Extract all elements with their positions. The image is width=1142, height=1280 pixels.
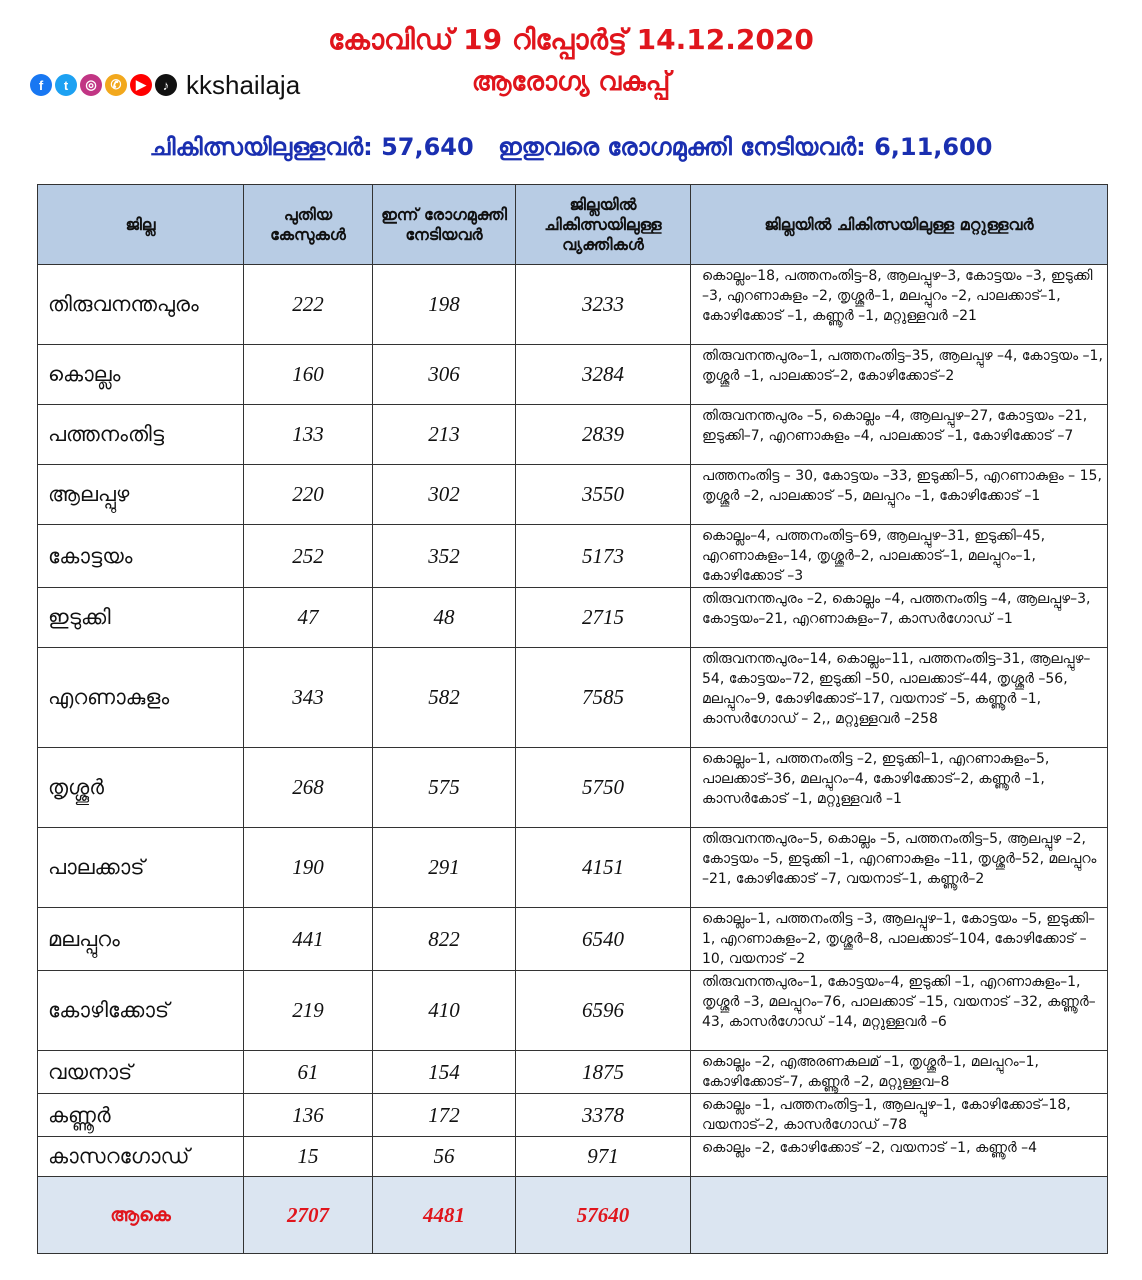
district-name: ആലപ്പുഴ — [38, 465, 244, 525]
district-name: കാസറഗോഡ് — [38, 1137, 244, 1177]
recovered-value: 582 — [373, 648, 516, 748]
table-row — [38, 525, 1108, 588]
district-report-table — [37, 184, 1108, 1254]
table-row — [38, 748, 1108, 828]
others-detail: കൊല്ലം–1, പത്തനംതിട്ട –2, ഇടുക്കി–1, എറണാകുളം–5, പാലക്കാട്–36, മലപ്പുറം–4, കോഴിക്കോട്–2, കണ്ണൂർ –1, കാസർകോട് –1, മറ്റുള്ളവർ –1 — [691, 748, 1108, 828]
others-detail: കൊല്ലം –1, പത്തനംതിട്ട–1, ആലപ്പുഴ–1, കോഴിക്കോട്–18, വയനാട്–2, കാസർഗോഡ് –78 — [691, 1094, 1108, 1137]
new-cases-value: 220 — [244, 465, 373, 525]
recovered-value: 575 — [373, 748, 516, 828]
others-detail: കൊല്ലം–1, പത്തനംതിട്ട –3, ആലപ്പുഴ–1, കോട്ടയം –5, ഇടുക്കി–1, എറണാകുളം–2, തൃശ്ശൂർ–8, പാലക്കാട്–104, കോഴിക്കോട് –10, വയനാട് –2 — [691, 908, 1108, 971]
others-detail: കൊല്ലം–18, പത്തനംതിട്ട–8, ആലപ്പുഴ–3, കോട്ടയം –3, ഇടുക്കി –3, എറണാകുളം –2, തൃശ്ശൂർ–1, മലപ്പുറം –2, പാലക്കാട്–1, കോഴിക്കോട് –1, കണ്ണൂർ –1, മറ്റുള്ളവർ –21 — [691, 265, 1108, 345]
district-name: തൃശ്ശൂർ — [38, 748, 244, 828]
recovered-value: 154 — [373, 1051, 516, 1094]
others-detail: കൊല്ലം–4, പത്തനംതിട്ട–69, ആലപ്പുഴ–31, ഇടുക്കി–45, എറണാകുളം–14, തൃശ്ശൂർ–2, പാലക്കാട്–1, മലപ്പുറം–1, കോഴിക്കോട് –3 — [691, 525, 1108, 588]
new-cases-value: 160 — [244, 345, 373, 405]
new-cases-value: 252 — [244, 525, 373, 588]
under-treatment-value: 2839 — [516, 405, 691, 465]
total-row — [38, 1177, 1108, 1254]
under-treatment-value: 971 — [516, 1137, 691, 1177]
district-name: ഇടുക്കി — [38, 588, 244, 648]
others-detail: കൊല്ലം –2, എഅരണകലമ് –1, തൃശ്ശൂർ–1, മലപ്പുറം–1, കോഴിക്കോട്–7, കണ്ണൂർ –2, മറ്റുള്ളവ–8 — [691, 1051, 1108, 1094]
header-under-treatment: ജില്ലയിൽ ചികിത്സയിലുള്ള വ്യക്തികൾ — [516, 185, 691, 265]
under-treatment-value: 6596 — [516, 971, 691, 1051]
others-detail: പത്തനംതിട്ട – 30, കോട്ടയം –33, ഇടുക്കി–5, എറണാകുളം – 15, തൃശ്ശൂർ –2, പാലക്കാട് –5, മലപ്പുറം –1, കോഴിക്കോട് –1 — [691, 465, 1108, 525]
new-cases-value: 15 — [244, 1137, 373, 1177]
new-cases-value: 190 — [244, 828, 373, 908]
under-treatment-value: 5173 — [516, 525, 691, 588]
table-row — [38, 345, 1108, 405]
new-cases-value: 47 — [244, 588, 373, 648]
recovered-value: 302 — [373, 465, 516, 525]
table-row — [38, 1094, 1108, 1137]
district-name: കണ്ണൂർ — [38, 1094, 244, 1137]
under-treatment-total: ചികിത്സയിലുള്ളവർ: 57,640 — [149, 133, 474, 161]
under-treatment-value: 3550 — [516, 465, 691, 525]
under-treatment-value: 2715 — [516, 588, 691, 648]
facebook-icon: f — [30, 74, 52, 96]
new-cases-value: 268 — [244, 748, 373, 828]
recovered-total: ഇതുവരെ രോഗമുക്തി നേടിയവർ: 6,11,600 — [498, 133, 993, 161]
table-row — [38, 648, 1108, 748]
others-detail: തിരുവനന്തപുരം–5, കൊല്ലം –5, പത്തനംതിട്ട–5, ആലപ്പുഴ –2, കോട്ടയം –5, ഇടുക്കി –1, എറണാകുളം –11, തൃശ്ശൂർ–52, മലപ്പുറം –21, കോഴിക്കോട് –7, വയനാട്–1, കണ്ണൂർ–2 — [691, 828, 1108, 908]
others-detail: തിരുവനന്തപുരം–1, പത്തനംതിട്ട–35, ആലപ്പുഴ –4, കോട്ടയം –1, തൃശ്ശൂർ –1, പാലക്കാട്–2, കോഴിക്കോട്–2 — [691, 345, 1108, 405]
total-recovered: 4481 — [373, 1177, 516, 1254]
table-row — [38, 465, 1108, 525]
youtube-icon: ▶ — [130, 74, 152, 96]
under-treatment-value: 3378 — [516, 1094, 691, 1137]
district-name: കോട്ടയം — [38, 525, 244, 588]
recovered-value: 198 — [373, 265, 516, 345]
tiktok-icon: ♪ — [155, 74, 177, 96]
new-cases-value: 441 — [244, 908, 373, 971]
social-links — [30, 68, 300, 102]
district-name: കോഴിക്കോട് — [38, 971, 244, 1051]
social-handle: kkshailaja — [186, 69, 301, 100]
total-label: ആകെ — [38, 1177, 244, 1254]
total-others — [691, 1177, 1108, 1254]
instagram-icon: ◎ — [80, 74, 102, 96]
under-treatment-value: 1875 — [516, 1051, 691, 1094]
district-name: എറണാകുളം — [38, 648, 244, 748]
under-treatment-value: 3233 — [516, 265, 691, 345]
table-row — [38, 588, 1108, 648]
table-row — [38, 1137, 1108, 1177]
under-treatment-value: 7585 — [516, 648, 691, 748]
report-title: കോവിഡ് 19 റിപ്പോർട്ട് 14.12.2020 — [328, 23, 814, 56]
recovered-value: 822 — [373, 908, 516, 971]
summary-line — [0, 128, 1142, 166]
under-treatment-value: 6540 — [516, 908, 691, 971]
table-row — [38, 1051, 1108, 1094]
table-row — [38, 265, 1108, 345]
new-cases-value: 133 — [244, 405, 373, 465]
new-cases-value: 219 — [244, 971, 373, 1051]
district-name: പത്തനംതിട്ട — [38, 405, 244, 465]
recovered-value: 172 — [373, 1094, 516, 1137]
table-row — [38, 908, 1108, 971]
district-name: പാലക്കാട് — [38, 828, 244, 908]
twitter-icon: t — [55, 74, 77, 96]
new-cases-value: 61 — [244, 1051, 373, 1094]
recovered-value: 56 — [373, 1137, 516, 1177]
others-detail: തിരുവനന്തപുരം–1, കോട്ടയം–4, ഇടുക്കി –1, എറണാകുളം–1, തൃശ്ശൂർ –3, മലപ്പുറം–76, പാലക്കാട് –15, വയനാട് –32, കണ്ണൂർ–43, കാസർഗോഡ് –14, മറ്റുള്ളവർ –6 — [691, 971, 1108, 1051]
header-others: ജില്ലയിൽ ചികിത്സയിലുള്ള മറ്റുള്ളവർ — [691, 185, 1108, 265]
others-detail: കൊല്ലം –2, കോഴിക്കോട് –2, വയനാട് –1, കണ്ണൂർ –4 — [691, 1137, 1108, 1177]
recovered-value: 291 — [373, 828, 516, 908]
new-cases-value: 343 — [244, 648, 373, 748]
header-new-cases: പുതിയ കേസുകൾ — [244, 185, 373, 265]
recovered-value: 48 — [373, 588, 516, 648]
table-row — [38, 405, 1108, 465]
table-row — [38, 971, 1108, 1051]
district-name: കൊല്ലം — [38, 345, 244, 405]
new-cases-value: 222 — [244, 265, 373, 345]
recovered-value: 213 — [373, 405, 516, 465]
under-treatment-value: 5750 — [516, 748, 691, 828]
under-treatment-value: 4151 — [516, 828, 691, 908]
recovered-value: 306 — [373, 345, 516, 405]
department-name: ആരോഗ്യ വകുപ്പ് — [471, 67, 671, 97]
header-recovered: ഇന്ന് രോഗമുക്തി നേടിയവർ — [373, 185, 516, 265]
total-new-cases: 2707 — [244, 1177, 373, 1254]
table-row — [38, 828, 1108, 908]
district-name: മലപ്പുറം — [38, 908, 244, 971]
recovered-value: 410 — [373, 971, 516, 1051]
others-detail: തിരുവനന്തപുരം–14, കൊല്ലം–11, പത്തനംതിട്ട–31, ആലപ്പുഴ–54, കോട്ടയം–72, ഇടുക്കി –50, പാലക്കാട്–44, തൃശ്ശൂർ –56, മലപ്പുറം–9, കോഴിക്കോട്–17, വയനാട് –5, കണ്ണൂർ –1, കാസർഗോഡ് – 2,, മറ്റുള്ളവർ –258 — [691, 648, 1108, 748]
district-name: വയനാട് — [38, 1051, 244, 1094]
total-under-treatment: 57640 — [516, 1177, 691, 1254]
table-header-row — [38, 185, 1108, 265]
new-cases-value: 136 — [244, 1094, 373, 1137]
sharechat-icon: ✆ — [105, 74, 127, 96]
district-name: തിരുവനന്തപുരം — [38, 265, 244, 345]
under-treatment-value: 3284 — [516, 345, 691, 405]
others-detail: തിരുവനന്തപുരം –2, കൊല്ലം –4, പത്തനംതിട്ട –4, ആലപ്പുഴ–3, കോട്ടയം–21, എറണാകുളം–7, കാസർഗോഡ് –1 — [691, 588, 1108, 648]
recovered-value: 352 — [373, 525, 516, 588]
others-detail: തിരുവനന്തപുരം –5, കൊല്ലം –4, ആലപ്പുഴ–27, കോട്ടയം –21, ഇടുക്കി–7, എറണാകുളം –4, പാലക്കാട് –1, കോഴിക്കോട് –7 — [691, 405, 1108, 465]
header-district: ജില്ല — [38, 185, 244, 265]
